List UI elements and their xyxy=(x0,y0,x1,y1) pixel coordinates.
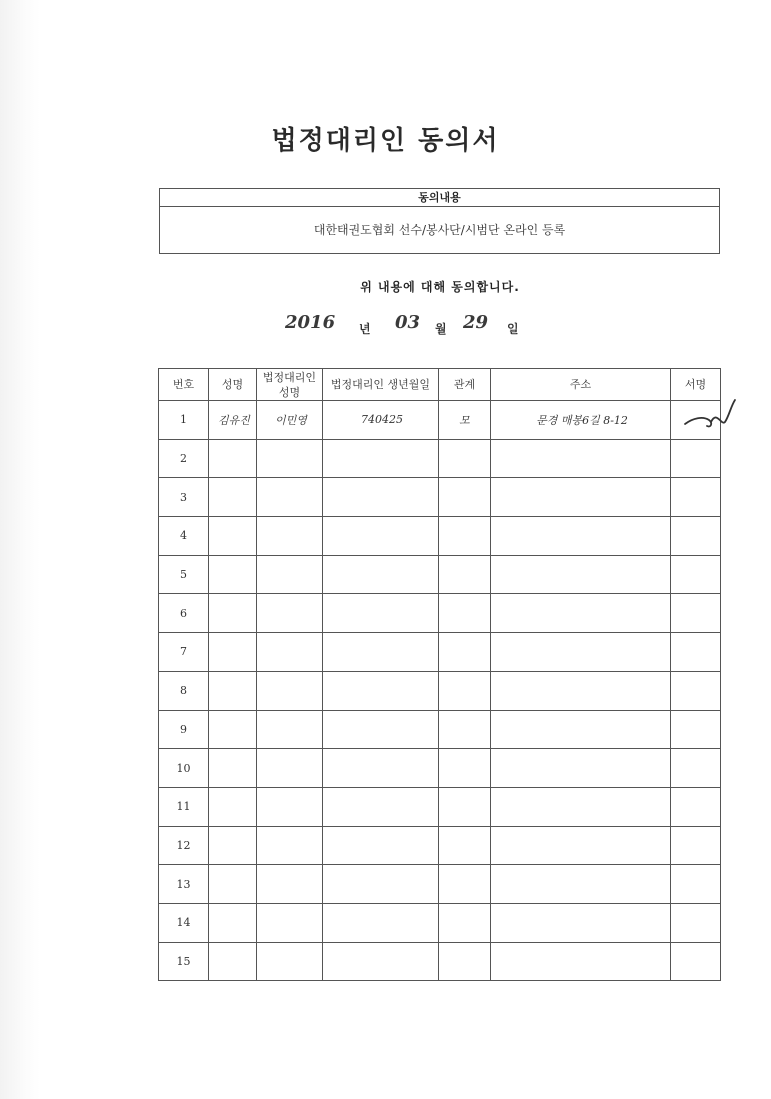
row-relation xyxy=(439,942,491,981)
date-month-label: 월 xyxy=(435,322,447,336)
row-address xyxy=(491,749,671,788)
row-number: 8 xyxy=(159,671,209,710)
header-address: 주소 xyxy=(491,369,671,401)
guardian-table xyxy=(158,368,721,981)
date-month: 03 xyxy=(395,312,421,333)
table-row xyxy=(159,478,721,517)
row-guardian-name xyxy=(257,555,323,594)
row-signature xyxy=(671,826,721,865)
row-relation xyxy=(439,594,491,633)
row-number: 5 xyxy=(159,555,209,594)
row-guardian-name xyxy=(257,633,323,672)
row-signature xyxy=(671,942,721,981)
header-name: 성명 xyxy=(209,369,257,401)
date-day-label: 일 xyxy=(507,322,519,336)
scan-edge-shade xyxy=(0,0,40,1099)
row-guardian-name xyxy=(257,517,323,556)
row-guardian-name xyxy=(257,826,323,865)
consent-header: 동의내용 xyxy=(160,189,719,207)
row-number: 7 xyxy=(159,633,209,672)
row-number: 12 xyxy=(159,826,209,865)
row-guardian-birth xyxy=(323,439,439,478)
row-guardian-birth xyxy=(323,633,439,672)
row-guardian-birth xyxy=(323,942,439,981)
row-relation xyxy=(439,903,491,942)
row-relation xyxy=(439,826,491,865)
consent-content: 대한태권도협회 선수/봉사단/시범단 온라인 등록 xyxy=(313,223,566,237)
header-guardian-birth: 법정대리인 생년월일 xyxy=(323,369,439,401)
row-guardian-birth xyxy=(323,478,439,517)
consent-box xyxy=(159,188,720,254)
row-guardian-name xyxy=(257,710,323,749)
table-row xyxy=(159,439,721,478)
row-guardian-name xyxy=(257,671,323,710)
header-signature: 서명 xyxy=(671,369,721,401)
row-number: 13 xyxy=(159,865,209,904)
table-row xyxy=(159,942,721,981)
table-row xyxy=(159,517,721,556)
row-signature xyxy=(671,787,721,826)
table-header-row xyxy=(159,369,721,401)
row-address xyxy=(491,478,671,517)
row-relation xyxy=(439,517,491,556)
table-row xyxy=(159,671,721,710)
table-row xyxy=(159,555,721,594)
header-relation: 관계 xyxy=(439,369,491,401)
row-name xyxy=(209,826,257,865)
row-signature xyxy=(671,594,721,633)
row-guardian-name xyxy=(257,478,323,517)
table-row xyxy=(159,865,721,904)
row-guardian-birth xyxy=(323,749,439,788)
row-guardian-birth xyxy=(323,865,439,904)
row-guardian-name xyxy=(257,749,323,788)
row-guardian-birth xyxy=(323,594,439,633)
date-year: 2016 xyxy=(285,312,336,333)
row-address xyxy=(491,826,671,865)
row-guardian-name xyxy=(257,594,323,633)
row-guardian-birth xyxy=(323,517,439,556)
row-name xyxy=(209,633,257,672)
row-guardian-birth xyxy=(323,671,439,710)
row-name xyxy=(209,710,257,749)
table-row xyxy=(159,633,721,672)
row-name xyxy=(209,439,257,478)
row-relation xyxy=(439,710,491,749)
row-guardian-name xyxy=(257,942,323,981)
row-guardian-birth xyxy=(323,787,439,826)
row-signature xyxy=(671,478,721,517)
row-number: 15 xyxy=(159,942,209,981)
row-name: 김유진 xyxy=(209,401,257,440)
row-relation: 모 xyxy=(439,401,491,440)
row-signature xyxy=(671,865,721,904)
row-guardian-birth xyxy=(323,826,439,865)
row-address xyxy=(491,671,671,710)
table-row xyxy=(159,401,721,440)
row-guardian-name xyxy=(257,439,323,478)
row-address xyxy=(491,903,671,942)
row-relation xyxy=(439,865,491,904)
table-row xyxy=(159,903,721,942)
row-address xyxy=(491,594,671,633)
row-address xyxy=(491,517,671,556)
row-name xyxy=(209,517,257,556)
row-guardian-birth: 740425 xyxy=(323,401,439,440)
row-number: 6 xyxy=(159,594,209,633)
row-relation xyxy=(439,633,491,672)
table-row xyxy=(159,787,721,826)
row-address xyxy=(491,710,671,749)
row-guardian-name xyxy=(257,787,323,826)
row-number: 11 xyxy=(159,787,209,826)
row-number: 1 xyxy=(159,401,209,440)
date-day: 29 xyxy=(463,312,489,333)
row-address xyxy=(491,865,671,904)
row-address xyxy=(491,787,671,826)
row-address xyxy=(491,439,671,478)
row-guardian-name xyxy=(257,865,323,904)
row-relation xyxy=(439,555,491,594)
table-row xyxy=(159,594,721,633)
row-address xyxy=(491,633,671,672)
row-number: 10 xyxy=(159,749,209,788)
row-guardian-birth xyxy=(323,903,439,942)
agree-statement: 위 내용에 대해 동의합니다. xyxy=(360,280,520,294)
row-guardian-name xyxy=(257,903,323,942)
row-address xyxy=(491,555,671,594)
row-number: 4 xyxy=(159,517,209,556)
row-signature xyxy=(671,671,721,710)
table-row xyxy=(159,826,721,865)
row-number: 3 xyxy=(159,478,209,517)
row-signature xyxy=(671,517,721,556)
row-name xyxy=(209,903,257,942)
row-address xyxy=(491,942,671,981)
row-name xyxy=(209,865,257,904)
table-row xyxy=(159,749,721,788)
row-address: 문경 매봉6길 8-12 xyxy=(491,401,671,440)
row-relation xyxy=(439,671,491,710)
row-guardian-name: 이민영 xyxy=(257,401,323,440)
row-name xyxy=(209,478,257,517)
row-guardian-birth xyxy=(323,710,439,749)
row-signature xyxy=(671,439,721,478)
row-number: 14 xyxy=(159,903,209,942)
row-number: 2 xyxy=(159,439,209,478)
row-signature xyxy=(671,749,721,788)
row-name xyxy=(209,749,257,788)
row-signature xyxy=(671,633,721,672)
header-number: 번호 xyxy=(159,369,209,401)
row-relation xyxy=(439,787,491,826)
row-name xyxy=(209,555,257,594)
row-relation xyxy=(439,478,491,517)
handwritten-signature xyxy=(683,396,739,436)
row-name xyxy=(209,787,257,826)
table-row xyxy=(159,710,721,749)
row-name xyxy=(209,942,257,981)
row-guardian-birth xyxy=(323,555,439,594)
row-name xyxy=(209,671,257,710)
row-relation xyxy=(439,439,491,478)
row-signature xyxy=(671,555,721,594)
date-year-label: 년 xyxy=(359,322,371,336)
document-title: 법정대리인 동의서 xyxy=(271,126,500,156)
row-relation xyxy=(439,749,491,788)
row-name xyxy=(209,594,257,633)
row-signature xyxy=(671,710,721,749)
row-signature xyxy=(671,903,721,942)
header-guardian-name: 법정대리인 성명 xyxy=(257,369,323,401)
row-number: 9 xyxy=(159,710,209,749)
